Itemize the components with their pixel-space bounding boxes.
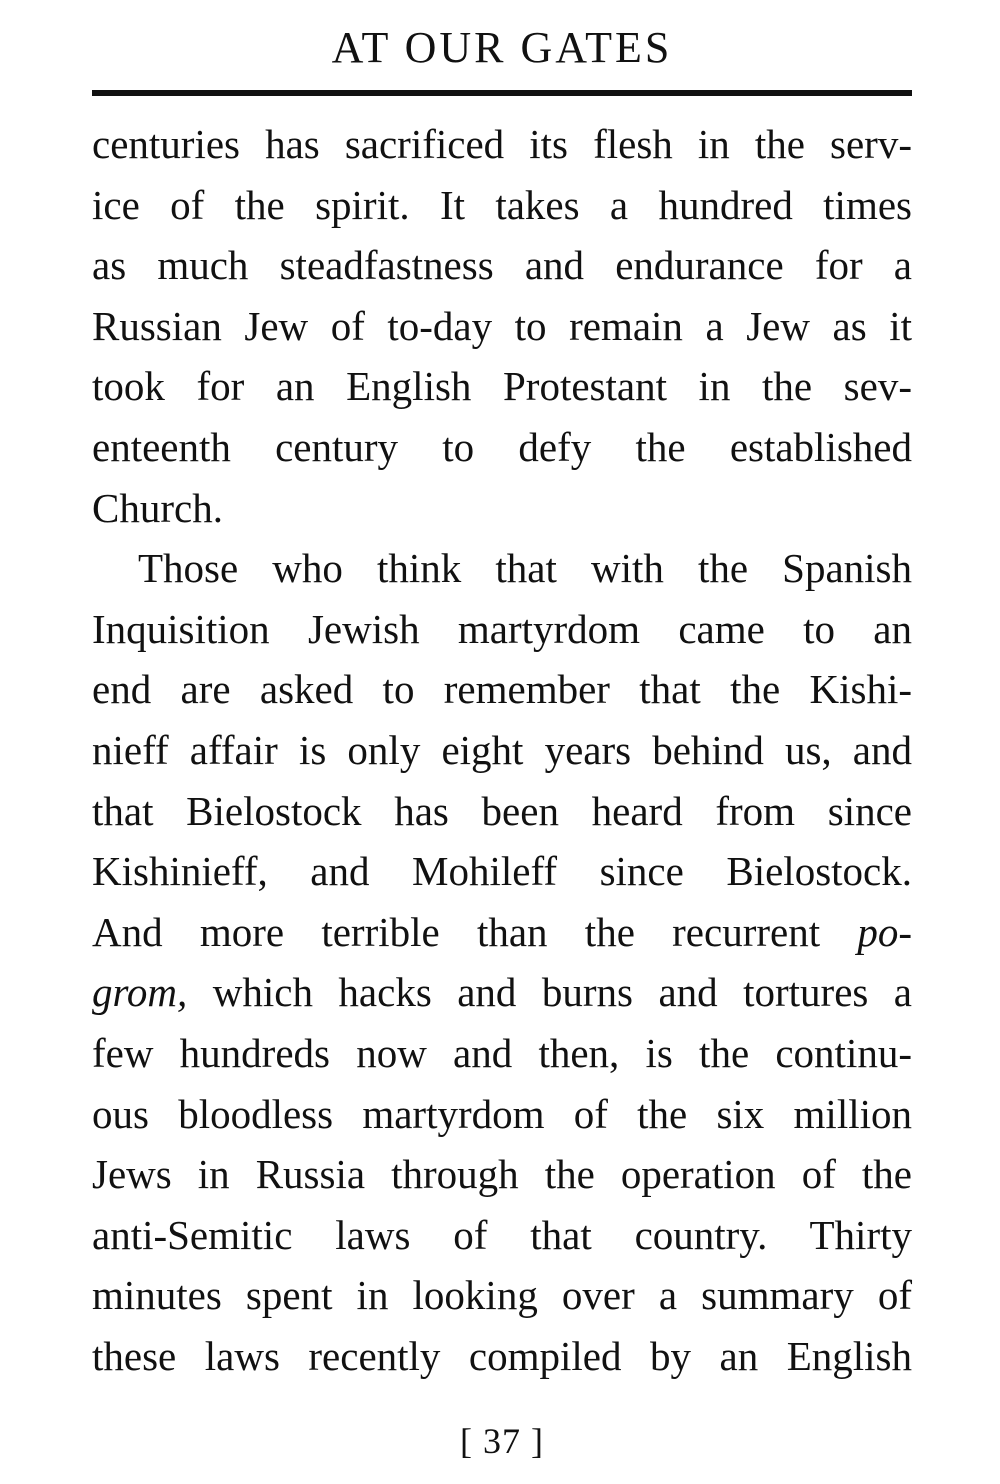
header-rule xyxy=(92,90,912,96)
text-run: which hacks and burns and tortures a xyxy=(212,969,913,1016)
text-line: anti-Semitic laws of that country. Thirty xyxy=(92,1211,912,1258)
paragraph-1 xyxy=(92,114,912,538)
italic-word: grom, xyxy=(92,969,188,1016)
text-line: Those who think that with the Spanish xyxy=(138,545,912,592)
text-line: minutes spent in looking over a summary of xyxy=(92,1272,912,1319)
text-line: enteenth century to defy the established xyxy=(92,423,912,470)
text-line: that Bielostock has been heard from since xyxy=(92,787,912,834)
text-line: centuries has sacrificed its flesh in the serv- xyxy=(92,121,912,167)
page-number: [ 37 ] xyxy=(460,1421,544,1461)
text-line: Inquisition Jewish martyrdom came to an xyxy=(92,605,912,652)
text-line: these laws recently compiled by an English xyxy=(92,1332,912,1379)
text-line-with-italic xyxy=(92,962,912,1023)
running-head: AT OUR GATES xyxy=(331,23,673,72)
text-line: Russian Jew of to-day to remain a Jew as it xyxy=(92,302,912,349)
text-line: few hundreds now and then, is the continu- xyxy=(92,1029,912,1076)
text-line: as much steadfastness and endurance for a xyxy=(92,242,912,289)
body-text xyxy=(92,114,912,1386)
text-line: ice of the spirit. It takes a hundred times xyxy=(92,181,912,228)
text-run: And more terrible than the recurrent xyxy=(92,908,821,955)
text-line: took for an English Protestant in the sev- xyxy=(92,363,912,410)
text-line: nieff affair is only eight years behind us, and xyxy=(92,726,912,773)
text-line: Church. xyxy=(92,484,223,531)
text-line: Jews in Russia through the operation of the xyxy=(92,1151,912,1198)
paragraph-2 xyxy=(92,538,912,1386)
text-line: Kishinieff, and Mohileff since Bielostock. xyxy=(92,848,912,895)
text-line-with-italic xyxy=(92,902,912,963)
text-line: end are asked to remember that the Kishi- xyxy=(92,666,912,713)
italic-word: po- xyxy=(857,908,912,955)
text-line: ous bloodless martyrdom of the six million xyxy=(92,1090,912,1137)
